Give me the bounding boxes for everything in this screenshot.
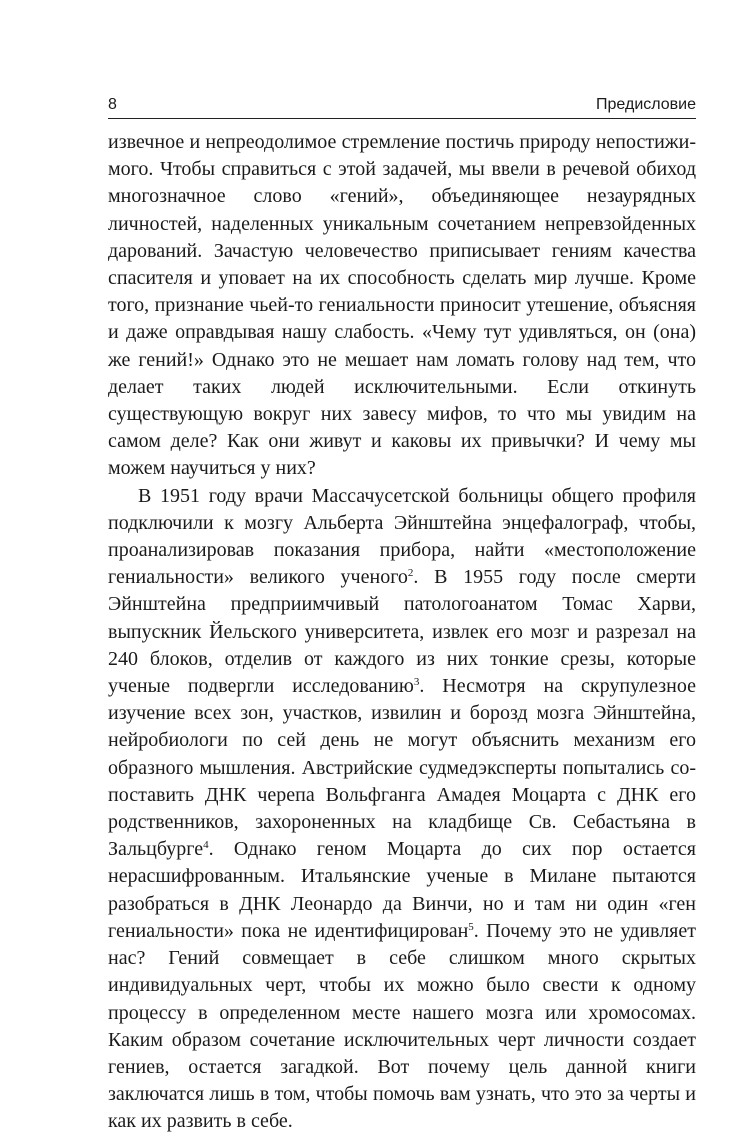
running-header	[108, 96, 696, 119]
paragraph-2	[108, 483, 696, 1136]
footnote-ref-4: 4	[203, 839, 209, 852]
text-segment: извечное и непреодолимое стремление постичь природу непостижимого. Чтобы справиться с этой задачей, мы ввели в речевой обиход многозначное слово «гений», объединяющее незаурядных личностей, наделенных уникальным сочетанием непревзойденных дарований. Зачастую человечество приписывает гениям качества спасителя и уповает на их способность сделать мир лучше. Кроме того, признание чьей-то гениальности приносит утешение, объясняя и даже оправдывая нашу слабость. «Чему тут удивляться, он (она) же гений!» Однако это не мешает нам ломать голову над тем, что делает таких людей исключительными. Если откинуть существующую вокруг них завесу мифов, то что мы увидим на самом деле? Как они живут и каковы их привычки? И чему мы можем научиться у них?	[108, 131, 696, 480]
text-segment: . В 1955 году после смерти Эйнштейна предприимчивый патологоанатом Томас Харви, выпускник Йельского университета, извлек его мозг и разрезал на 240 блоков, отделив от каждого из них тонкие срезы, которые ученые подвергли исследованию	[108, 566, 696, 698]
page-number: 8	[108, 96, 117, 113]
section-title: Предисловие	[596, 96, 696, 113]
text-segment: В 1951 году врачи Массачусетской больницы общего профиля подключили к мозгу Альберта Эйнштейна энцефалограф, чтобы, проанализировав показания прибора, найти «местоположение гениальности» великого ученого	[108, 484, 696, 589]
footnote-ref-2: 2	[407, 567, 414, 580]
paragraph-1	[108, 129, 696, 483]
footnote-ref-3: 3	[413, 676, 420, 689]
text-segment: . Почему это не удивляет нас? Гений совмещает в себе слишком много скрытых индивидуальных черт, чтобы их можно было свести к одному процессу в определенном месте нашего мозга или хромосомах. Каким образом сочетание исключительных черт личности создает гениев, остается загадкой. Вот почему цель данной книги заключатся лишь в том, чтобы помочь вам узнать, что это за черты и как их развить в себе.	[108, 919, 696, 1133]
book-page	[108, 96, 696, 1136]
body-text	[108, 129, 696, 1136]
text-segment: . Однако геном Моцарта до сих пор остается нерасшифрованным. Итальянские ученые в Милане пытаются разобраться в ДНК Леонардо да Винчи, но и там ни один «ген гениальности» пока не идентифицирован	[108, 838, 696, 942]
text-segment: . Несмотря на скрупулезное изучение всех зон, участков, извилин и борозд мозга Эйнштейна, нейробиологи по сей день не могут объяснить механизм его образного мышления. Австрийские судмедэксперты попытались сопоставить ДНК черепа Вольфганга Амадея Моцарта с ДНК его родственников, захороненных на кладбище Св. Себастьяна в Зальцбурге	[108, 675, 696, 861]
footnote-ref-5: 5	[468, 920, 474, 933]
